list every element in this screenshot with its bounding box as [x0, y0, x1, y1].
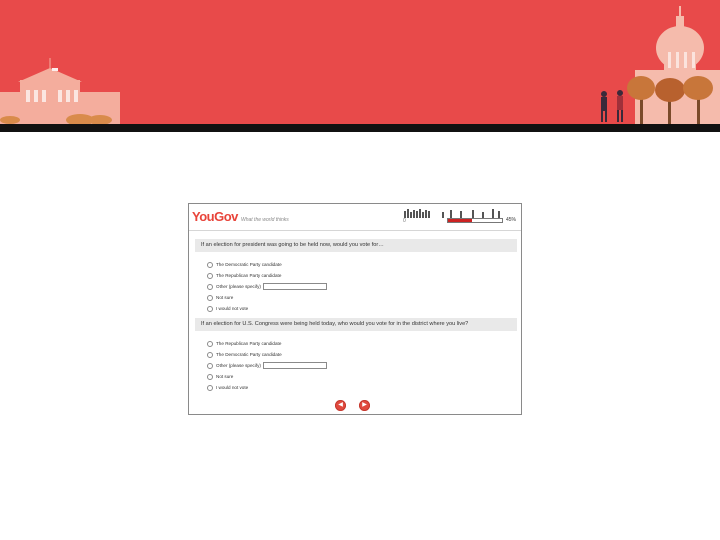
option-label: The Republican Party candidate — [216, 341, 282, 346]
option-label: The Democratic Party candidate — [216, 262, 282, 267]
header-banner — [0, 0, 720, 124]
other-specify-input[interactable] — [263, 283, 327, 290]
progress-bar-fill — [448, 219, 472, 222]
option-label: I would not vote — [216, 385, 249, 390]
survey-header — [189, 204, 521, 231]
question-2-options — [207, 338, 327, 393]
radio-button[interactable] — [207, 385, 213, 391]
option-label: Other (please specify) — [216, 284, 261, 289]
question-1-options — [207, 259, 327, 314]
radio-button[interactable] — [207, 262, 213, 268]
option-democratic[interactable] — [207, 259, 327, 270]
option-not-sure[interactable] — [207, 292, 327, 303]
radio-button[interactable] — [207, 284, 213, 290]
option-republican[interactable] — [207, 338, 327, 349]
radio-button[interactable] — [207, 306, 213, 312]
option-label: The Democratic Party candidate — [216, 352, 282, 357]
progress-percent: 45% — [506, 217, 517, 223]
option-republican[interactable] — [207, 270, 327, 281]
progress-bar — [447, 218, 503, 223]
option-label: I would not vote — [216, 306, 249, 311]
option-other[interactable] — [207, 281, 327, 292]
next-button[interactable] — [359, 400, 370, 411]
option-label: Other (please specify) — [216, 363, 261, 368]
survey-panel — [188, 203, 522, 415]
crowd-illustration-icon — [402, 208, 502, 218]
option-would-not-vote[interactable] — [207, 303, 327, 314]
arrow-right-icon: ▶ — [362, 402, 367, 408]
people-icon — [601, 90, 623, 122]
option-not-sure[interactable] — [207, 371, 327, 382]
option-label: The Republican Party candidate — [216, 273, 282, 278]
other-specify-input[interactable] — [263, 362, 327, 369]
yougov-tagline: What the world thinks — [241, 217, 289, 223]
option-would-not-vote[interactable] — [207, 382, 327, 393]
option-other[interactable] — [207, 360, 327, 371]
previous-button[interactable] — [335, 400, 346, 411]
radio-button[interactable] — [207, 352, 213, 358]
banner-illustration — [0, 0, 720, 124]
banner-divider — [0, 124, 720, 132]
yougov-logo: YouGov — [192, 209, 238, 224]
radio-button[interactable] — [207, 273, 213, 279]
arrow-left-icon: ◀ — [338, 402, 343, 408]
option-label: Not sure — [216, 295, 234, 300]
progress-start-label: 0 — [403, 218, 406, 224]
radio-button[interactable] — [207, 341, 213, 347]
radio-button[interactable] — [207, 374, 213, 380]
option-democratic[interactable] — [207, 349, 327, 360]
question-1-text: If an election for president was going to be held now, would you vote for… — [195, 239, 517, 252]
question-2-text: If an election for U.S. Congress were being held today, who would you vote for in the district where you live? — [195, 318, 517, 331]
radio-button[interactable] — [207, 363, 213, 369]
option-label: Not sure — [216, 374, 234, 379]
radio-button[interactable] — [207, 295, 213, 301]
